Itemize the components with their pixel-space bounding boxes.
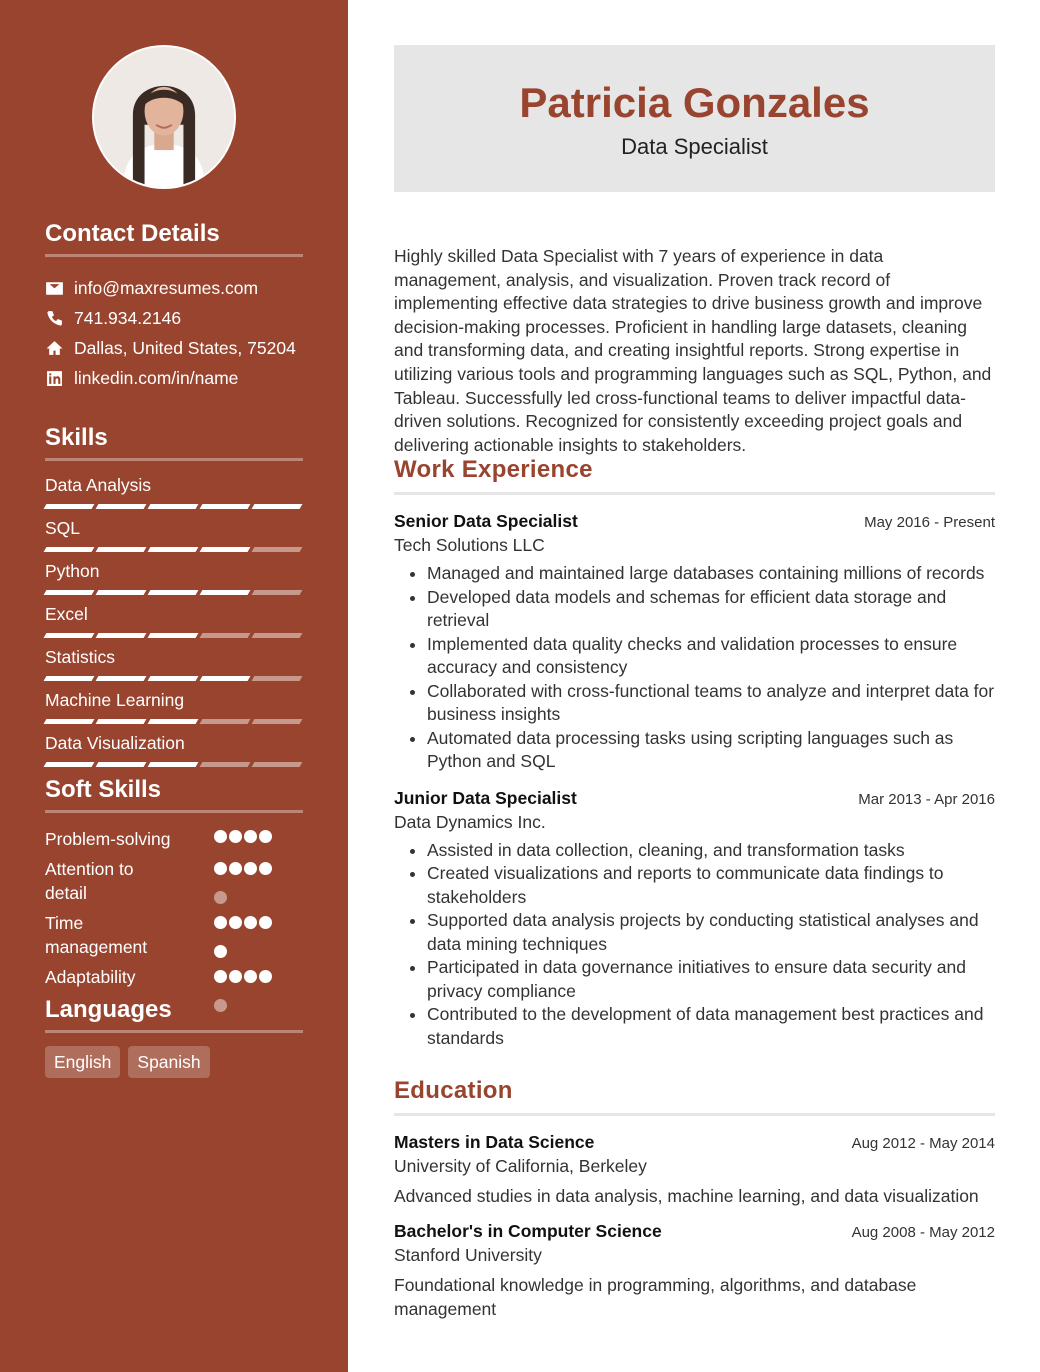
- skill-level-segment: [200, 590, 251, 595]
- list-item: • Developed data models and schemas for efficient data storage and retrieval: [427, 586, 995, 633]
- soft-skill-rating: [214, 857, 294, 910]
- skill-name: SQL: [45, 518, 81, 538]
- skill-item: [45, 689, 303, 732]
- soft-skill-name: Problem-solving: [45, 829, 171, 849]
- skill-level-segment: [200, 762, 251, 767]
- languages-heading: Languages: [45, 996, 303, 1033]
- job-bullets: [427, 839, 995, 1051]
- skill-name: Statistics: [45, 647, 116, 667]
- skill-level-bar: [45, 633, 303, 646]
- language-tag: Spanish: [128, 1046, 209, 1078]
- skill-level-segment: [44, 504, 95, 509]
- skill-level-segment: [96, 590, 147, 595]
- education-description: Foundational knowledge in programming, algorithms, and database management: [394, 1274, 917, 1319]
- list-item: • Managed and maintained large databases containing millions of records: [427, 562, 995, 586]
- skill-item: [45, 603, 303, 646]
- skill-level-segment: [200, 633, 251, 638]
- education-entry: [394, 1131, 995, 1209]
- skill-level-segment: [200, 547, 251, 552]
- skill-level-segment: [96, 504, 147, 509]
- school-name: Stanford University: [394, 1244, 542, 1265]
- language-tag: English: [45, 1046, 120, 1078]
- soft-skills-heading: Soft Skills: [45, 776, 303, 813]
- skill-level-segment: [44, 762, 95, 767]
- skill-item: [45, 560, 303, 603]
- education-entry: [394, 1220, 995, 1322]
- skill-name: Python: [45, 561, 100, 581]
- contact-phone[interactable]: 741.934.2146: [45, 303, 303, 333]
- skill-level-segment: [44, 547, 95, 552]
- contact-linkedin[interactable]: linkedin.com/in/name: [45, 363, 303, 393]
- rating-dot: [214, 891, 227, 904]
- rating-dot: [244, 916, 257, 929]
- skill-level-segment: [44, 719, 95, 724]
- skill-item: [45, 732, 303, 775]
- soft-skill-rating: [214, 825, 294, 849]
- job-company: Tech Solutions LLC: [394, 535, 545, 555]
- home-icon: [45, 339, 63, 357]
- rating-dot: [214, 916, 227, 929]
- skill-name: Data Visualization: [45, 733, 185, 753]
- skill-level-segment: [252, 633, 303, 638]
- rating-dot: [229, 916, 242, 929]
- skill-level-bar: [45, 504, 303, 517]
- skill-level-bar: [45, 762, 303, 775]
- skill-item: [45, 646, 303, 689]
- soft-skills-section: [45, 776, 303, 995]
- skill-item: [45, 474, 303, 517]
- profile-photo-icon: [94, 47, 234, 187]
- sidebar: [0, 0, 348, 1372]
- skill-name: Excel: [45, 604, 88, 624]
- skill-name: Data Analysis: [45, 475, 152, 495]
- linkedin-icon: [45, 369, 63, 387]
- skill-level-segment: [200, 719, 251, 724]
- contact-section: [45, 220, 303, 393]
- rating-dot: [259, 830, 272, 843]
- list-item: • Implemented data quality checks and validation processes to ensure accuracy and consistency: [427, 633, 995, 680]
- list-item: • Created visualizations and reports to communicate data findings to stakeholders: [427, 862, 995, 909]
- skill-level-segment: [148, 547, 199, 552]
- skill-level-segment: [96, 547, 147, 552]
- rating-dot: [214, 945, 227, 958]
- skill-level-segment: [252, 547, 303, 552]
- soft-skill-rating: [214, 911, 294, 964]
- soft-skill-name: Time management: [45, 913, 148, 957]
- rating-dot: [244, 862, 257, 875]
- list-item: • Participated in data governance initiatives to ensure data security and privacy compliance: [427, 956, 995, 1003]
- rating-dot: [214, 970, 227, 983]
- rating-dot: [229, 830, 242, 843]
- list-item: • Collaborated with cross-functional teams to analyze and interpret data for business insights: [427, 680, 995, 727]
- person-name: Patricia Gonzales: [519, 79, 870, 126]
- work-section: [394, 456, 995, 1050]
- job-date: May 2016 - Present: [864, 514, 995, 531]
- job-entry: [394, 787, 995, 1051]
- list-item: • Contributed to the development of data management best practices and standards: [427, 1003, 995, 1050]
- education-date: Aug 2012 - May 2014: [851, 1135, 995, 1152]
- job-title: Junior Data Specialist: [394, 787, 577, 808]
- languages-section: [45, 996, 303, 1078]
- summary-text: Highly skilled Data Specialist with 7 years of experience in data management, analysis, and visualization. Proven track record of implementing effective data strategies to drive business growth and improve decision-making processes. Proficient in handling large datasets, cleaning and transforming data, and creating insightful reports. Strong expertise in utilizing various tools and programming languages such as SQL, Python, and Tableau. Successfully led cross-functional teams to deliver impactful data-driven solutions. Recognized for consistently exceeding project goals and delivering actionable insights to stakeholders.: [394, 246, 992, 455]
- skill-name: Machine Learning: [45, 690, 185, 710]
- skill-level-segment: [44, 590, 95, 595]
- skill-level-segment: [252, 762, 303, 767]
- skill-level-bar: [45, 547, 303, 560]
- rating-dot: [259, 862, 272, 875]
- rating-dot: [259, 916, 272, 929]
- skill-level-segment: [200, 676, 251, 681]
- job-bullets: [427, 562, 995, 774]
- soft-skill-row: [45, 911, 303, 965]
- job-title: Senior Data Specialist: [394, 511, 578, 531]
- summary-section: [394, 245, 995, 457]
- rating-dot: [214, 862, 227, 875]
- skill-level-segment: [44, 633, 95, 638]
- work-heading: Work Experience: [394, 456, 995, 495]
- skill-level-segment: [96, 676, 147, 681]
- contact-heading: Contact Details: [45, 220, 303, 257]
- phone-icon: [45, 309, 63, 327]
- skill-level-segment: [252, 590, 303, 595]
- soft-skill-name: Attention to detail: [45, 859, 134, 903]
- avatar: [92, 45, 236, 189]
- job-date: Mar 2013 - Apr 2016: [858, 790, 995, 808]
- rating-dot: [214, 830, 227, 843]
- contact-email[interactable]: info@maxresumes.com: [45, 273, 303, 303]
- degree-title: Bachelor's in Computer Science: [394, 1220, 662, 1241]
- skill-level-segment: [96, 762, 147, 767]
- list-item: • Assisted in data collection, cleaning, and transformation tasks: [427, 839, 995, 863]
- education-description: Advanced studies in data analysis, machine learning, and data visualization: [394, 1186, 979, 1206]
- list-item: • Automated data processing tasks using scripting languages such as Python and SQL: [427, 727, 995, 774]
- skill-level-segment: [148, 719, 199, 724]
- skill-level-segment: [252, 719, 303, 724]
- skill-level-segment: [148, 590, 199, 595]
- job-company: Data Dynamics Inc.: [394, 811, 546, 832]
- skill-level-segment: [252, 676, 303, 681]
- soft-skill-row: [45, 827, 303, 857]
- education-heading: Education: [394, 1077, 995, 1116]
- rating-dot: [244, 830, 257, 843]
- rating-dot: [229, 862, 242, 875]
- skill-level-segment: [148, 762, 199, 767]
- skill-level-segment: [200, 504, 251, 509]
- skill-level-bar: [45, 676, 303, 689]
- rating-dot: [244, 970, 257, 983]
- job-title: Data Specialist: [621, 134, 768, 159]
- job-entry: [394, 510, 995, 774]
- contact-address: Dallas, United States, 75204: [45, 333, 303, 363]
- skill-level-segment: [96, 633, 147, 638]
- skills-section: [45, 424, 303, 775]
- skill-level-segment: [44, 676, 95, 681]
- skill-item: [45, 517, 303, 560]
- skills-heading: Skills: [45, 424, 303, 461]
- education-section: [394, 1077, 995, 1322]
- rating-dot: [259, 970, 272, 983]
- degree-title: Masters in Data Science: [394, 1132, 595, 1152]
- skill-level-segment: [252, 504, 303, 509]
- skill-level-bar: [45, 590, 303, 603]
- school-name: University of California, Berkeley: [394, 1156, 647, 1176]
- skill-level-segment: [148, 633, 199, 638]
- skill-level-segment: [148, 676, 199, 681]
- soft-skill-row: [45, 857, 303, 911]
- rating-dot: [229, 970, 242, 983]
- education-date: Aug 2008 - May 2012: [851, 1223, 995, 1241]
- header: [394, 45, 995, 192]
- envelope-icon: [45, 279, 63, 297]
- soft-skill-name: Adaptability: [45, 967, 136, 987]
- soft-skill-row: [45, 965, 303, 995]
- skill-level-bar: [45, 719, 303, 732]
- skill-level-segment: [96, 719, 147, 724]
- list-item: • Supported data analysis projects by conducting statistical analyses and data mining techniques: [427, 909, 995, 956]
- skill-level-segment: [148, 504, 199, 509]
